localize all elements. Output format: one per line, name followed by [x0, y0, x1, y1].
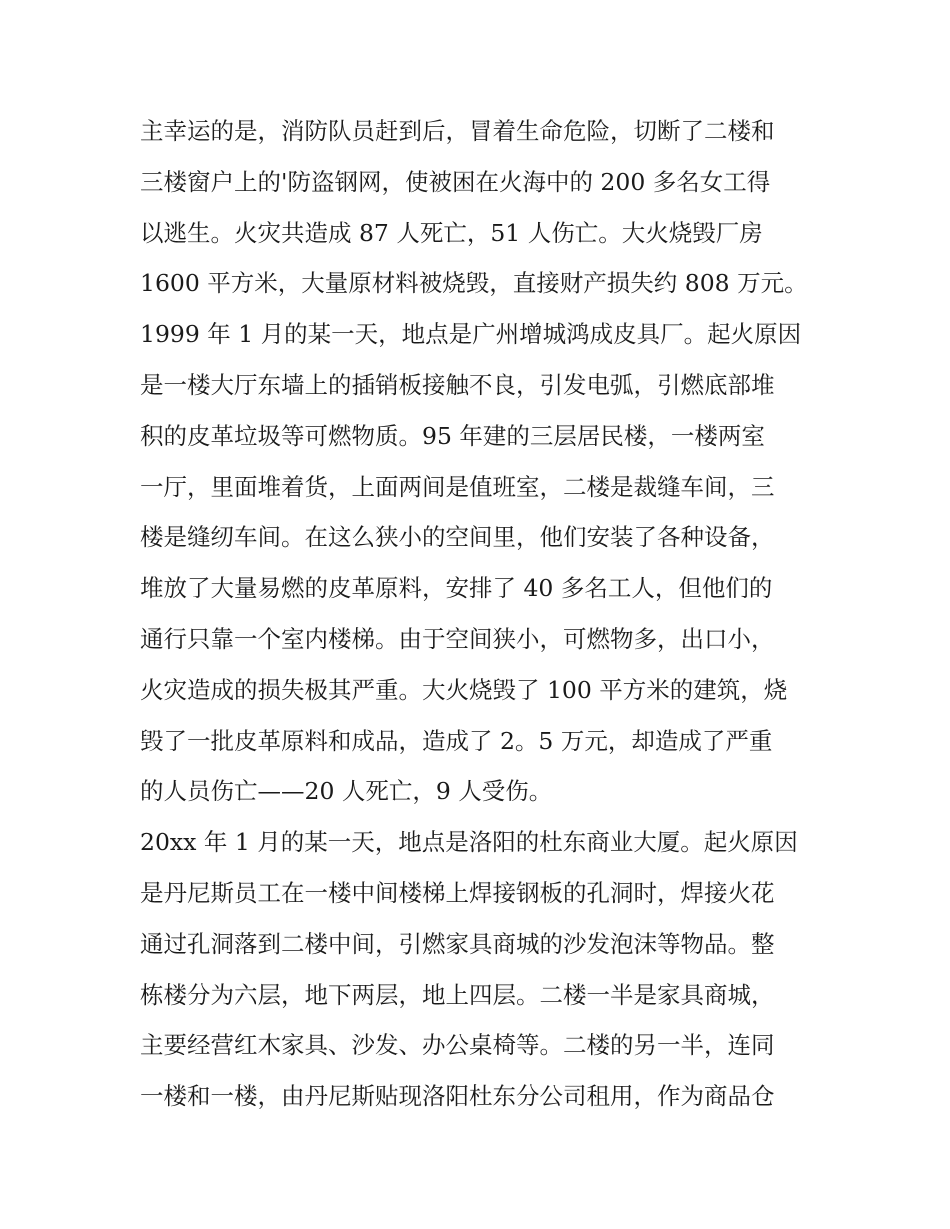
text-line: 1600 平方米，大量原材料被烧毁，直接财产损失约 808 万元。 — [140, 269, 808, 298]
text-line: 三楼窗户上的'防盗钢网，使被困在火海中的 200 多名女工得 — [140, 167, 771, 196]
text-line: 主要经营红木家具、沙发、办公桌椅等。二楼的另一半，连同 — [140, 1031, 775, 1060]
text-line: 楼是缝纫车间。在这么狭小的空间里，他们安装了各种设备， — [140, 523, 775, 552]
text-line: 一厅，里面堆着货，上面两间是值班室，二楼是裁缝车间，三 — [140, 472, 775, 501]
text-line: 以逃生。火灾共造成 87 人死亡，51 人伤亡。大火烧毁厂房 — [140, 218, 763, 247]
text-line: 毁了一批皮革原料和成品，造成了 2。5 万元，却造成了严重 — [140, 726, 773, 755]
text-line: 1999 年 1 月的某一天，地点是广州增城鸿成皮具厂。起火原因 — [140, 320, 802, 349]
text-line: 一楼和一楼，由丹尼斯贴现洛阳杜东分公司租用，作为商品仓 — [140, 1082, 775, 1111]
text-line: 的人员伤亡——20 人死亡，9 人受伤。 — [140, 777, 553, 806]
body-text — [140, 106, 820, 1122]
text-line: 堆放了大量易燃的皮革原料，安排了 40 多名工人，但他们的 — [140, 574, 773, 603]
text-line: 火灾造成的损失极其严重。大火烧毁了 100 平方米的建筑，烧 — [140, 675, 788, 704]
text-line: 是丹尼斯员工在一楼中间楼梯上焊接钢板的孔洞时，焊接火花 — [140, 878, 775, 907]
text-line: 通行只靠一个室内楼梯。由于空间狭小，可燃物多，出口小， — [140, 624, 775, 653]
text-line: 通过孔洞落到二楼中间，引燃家具商城的沙发泡沫等物品。整 — [140, 929, 775, 958]
text-line: 是一楼大厅东墙上的插销板接触不良，引发电弧，引燃底部堆 — [140, 370, 775, 399]
text-line: 栋楼分为六层，地下两层，地上四层。二楼一半是家具商城， — [140, 980, 775, 1009]
text-line: 20xx 年 1 月的某一天，地点是洛阳的杜东商业大厦。起火原因 — [140, 828, 798, 857]
text-line: 主幸运的是，消防队员赶到后，冒着生命危险，切断了二楼和 — [140, 117, 775, 145]
text-line: 积的皮革垃圾等可燃物质。95 年建的三层居民楼，一楼两室 — [140, 421, 765, 450]
